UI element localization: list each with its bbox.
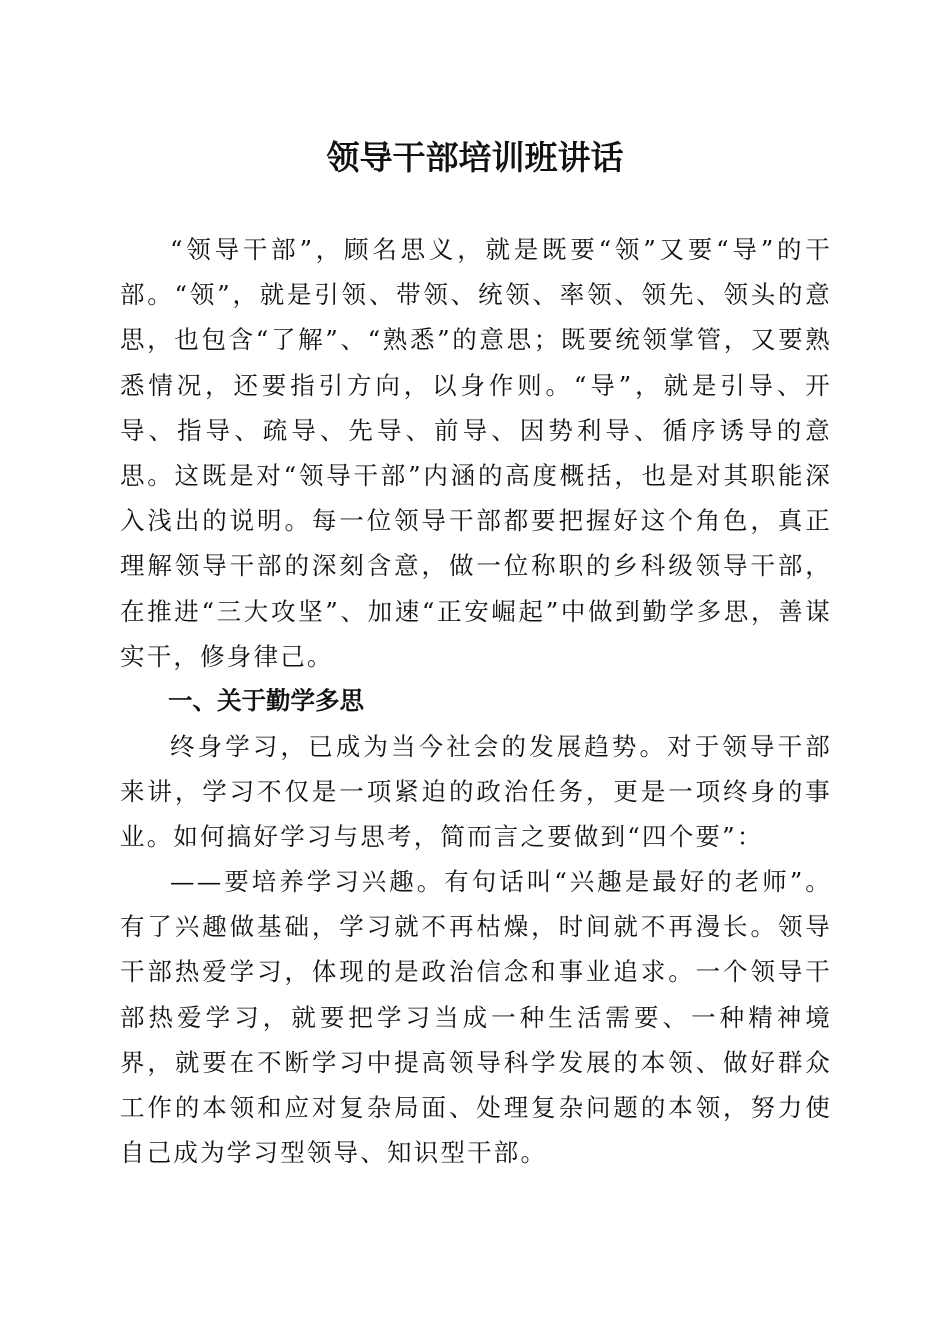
section-heading-study: 一、关于勤学多思 — [168, 686, 364, 715]
section1-paragraph-1-block — [120, 724, 832, 860]
document-title: 领导干部培训班讲话 — [326, 138, 624, 177]
section1-paragraph-2-block — [120, 859, 832, 1175]
intro-paragraph: “领导干部”，顾名思义，就是既要“领”又要“导”的干部。“领”，就是引领、带领、统领、率领、领先、领头的意思，也包含“了解”、“熟悉”的意思；既要统领掌管，又要熟悉情况，还要指引方向，以身作则。“导”，就是引导、开导、指导、疏导、先导、前导、因势利导、循序诱导的意思。这既是对“领导干部”内涵的高度概括，也是对其职能深入浅出的说明。每一位领导干部都要把握好这个角色，真正理解领导干部的深刻含意，做一位称职的乡科级领导干部，在推进“三大攻坚”、加速“正安崛起”中做到勤学多思，善谋实干，修身律己。 — [120, 235, 832, 671]
section1-paragraph-2: ——要培养学习兴趣。有句话叫“兴趣是最好的老师”。有了兴趣做基础，学习就不再枯燥，时间就不再漫长。领导干部热爱学习，体现的是政治信念和事业追求。一个领导干部热爱学习，就要把学习当成一种生活需要、一种精神境界，就要在不断学习中提高领导科学发展的本领、做好群众工作的本领和应对复杂局面、处理复杂问题的本领，努力使自己成为学习型领导、知识型干部。 — [120, 867, 832, 1168]
intro-section — [120, 227, 832, 679]
section1-paragraph-1: 终身学习，已成为当今社会的发展趋势。对于领导干部来讲，学习不仅是一项紧迫的政治任务，更是一项终身的事业。如何搞好学习与思考，简而言之要做到“四个要”： — [120, 732, 832, 852]
